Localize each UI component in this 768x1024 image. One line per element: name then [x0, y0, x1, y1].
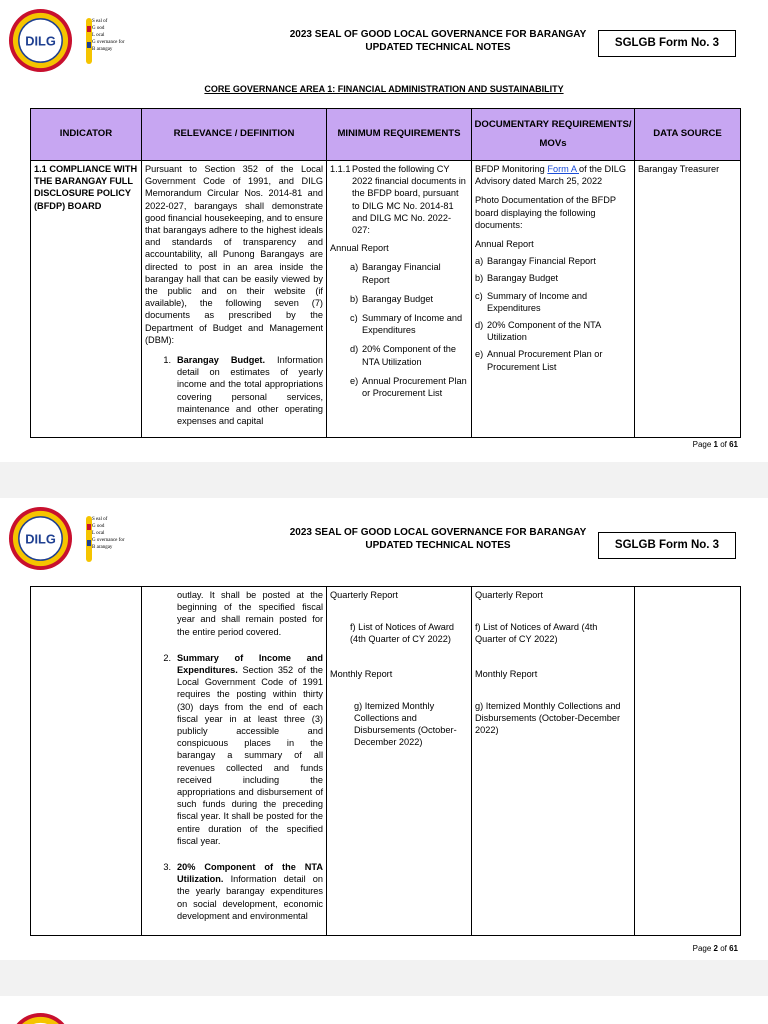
form-a-link[interactable]: Form A — [547, 164, 579, 174]
page-number: Page 2 of 61 — [692, 944, 738, 953]
data-source-cell — [635, 587, 741, 936]
relevance-cell: outlay. It shall be posted at the beginning of the specified fiscal year and shall remain posted for the entire period covered. 2. Summary of Income and Expenditures. Section 352 of the Local Government Code of 1991 requires the posting within thirty (30) days from the end of each fiscal year in at least three (3) publicly accessible and conspicuous places in the barangay a summary of all revenues collected and funds received including the appropriations and disbursement of such funds during the preceding fiscal year. It shall be posted for the entire duration of the specified fiscal year. 3. 20% Component of the NTA Utilization. Information detail on the yearly barangay expenditures on social development, economic development and environmental — [142, 587, 327, 936]
table-row — [31, 587, 741, 936]
document-page-2 — [0, 498, 768, 960]
table-header-row — [31, 109, 741, 161]
document-header-title: 2023 SEAL OF GOOD LOCAL GOVERNANCE FOR BARANGAY UPDATED TECHNICAL NOTES — [289, 527, 587, 551]
documentary-requirements-cell: Quarterly Report f) List of Notices of Award (4th Quarter of CY 2022) Monthly Report g) Itemized Monthly Collections and Disbursements (October-December 2022) — [472, 587, 635, 936]
relevance-cell: Pursuant to Section 352 of the Local Government Code of 1991, and DILG Memorandum Circular Nos. 2014-81 and 2022-027, barangays shall demonstrate good financial housekeeping, and to ensure that barangays adhere to the highest ideals and standards of transparency and accountability, all Punong Barangays are directed to post in an area inside the barangay hall that can be easily viewed by the public and on their website (if available), the following seven (7) documents as prescribed by the Department of Budget and Management (DBM): 1. Barangay Budget. Information detail on estimates of yearly income and the total appropriations covering personal services, maintenance and other operating expenses and capital — [142, 161, 327, 438]
sglgb-seal-icon: S eal of G ood L ocal G overnance for B arangay — [84, 16, 134, 66]
header-documentary-requirements: DOCUMENTARY REQUIREMENTS/ MOVs — [472, 109, 635, 161]
minimum-requirements-cell: 1.1.1 Posted the following CY 2022 financial documents in the BFDP board, pursuant to DILG MC No. 2014-81 and DILG MC No. 2022-027: Annual Report a) Barangay Financial Report b) Barangay Budget c) Summary of Income and Expenditures d) 20% Component of the NTA Utilization e) Annual Procurement Plan or Procurement List — [327, 161, 472, 438]
sglgb-seal-icon: S eal of G ood L ocal G overnance for B arangay — [84, 514, 134, 564]
technical-notes-table-page-2 — [30, 586, 741, 936]
header-indicator: INDICATOR — [31, 109, 142, 161]
documentary-requirements-cell: BFDP Monitoring Form A of the DILG Advisory dated March 25, 2022 Photo Documentation of the BFDP board displaying the following documents: Annual Report a) Barangay Financial Report b) Barangay Budget c) Summary of Income and Expenditures d) 20% Component of the NTA Utilization e) Annual Procurement Plan or Procurement List — [472, 161, 635, 438]
document-page-3 — [0, 996, 768, 1024]
document-header-title: 2023 SEAL OF GOOD LOCAL GOVERNANCE FOR BARANGAY UPDATED TECHNICAL NOTES — [289, 29, 587, 53]
dilg-logo-icon — [8, 8, 73, 73]
svg-text:DILG: DILG — [25, 531, 56, 547]
header-data-source: DATA SOURCE — [635, 109, 741, 161]
form-number-box: SGLGB Form No. 3 — [598, 30, 736, 57]
data-source-cell: Barangay Treasurer — [635, 161, 741, 438]
page-number: Page 1 of 61 — [692, 440, 738, 449]
dilg-logo-icon — [8, 506, 73, 571]
header-relevance: RELEVANCE / DEFINITION — [142, 109, 327, 161]
indicator-cell: 1.1 COMPLIANCE WITH THE BARANGAY FULL DISCLOSURE POLICY (BFDP) BOARD — [31, 161, 142, 438]
technical-notes-table-page-1 — [30, 108, 741, 438]
svg-text:DILG: DILG — [25, 33, 56, 49]
dilg-logo-icon — [8, 1012, 73, 1024]
table-row — [31, 161, 741, 438]
document-page-1 — [0, 0, 768, 462]
minimum-requirements-cell: Quarterly Report f) List of Notices of Award (4th Quarter of CY 2022) Monthly Report g) Itemized Monthly Collections and Disbursements (October-December 2022) — [327, 587, 472, 936]
form-number-box: SGLGB Form No. 3 — [598, 532, 736, 559]
header-minimum-requirements: MINIMUM REQUIREMENTS — [327, 109, 472, 161]
indicator-cell — [31, 587, 142, 936]
governance-area-title: CORE GOVERNANCE AREA 1: FINANCIAL ADMINISTRATION AND SUSTAINABILITY — [204, 84, 564, 94]
